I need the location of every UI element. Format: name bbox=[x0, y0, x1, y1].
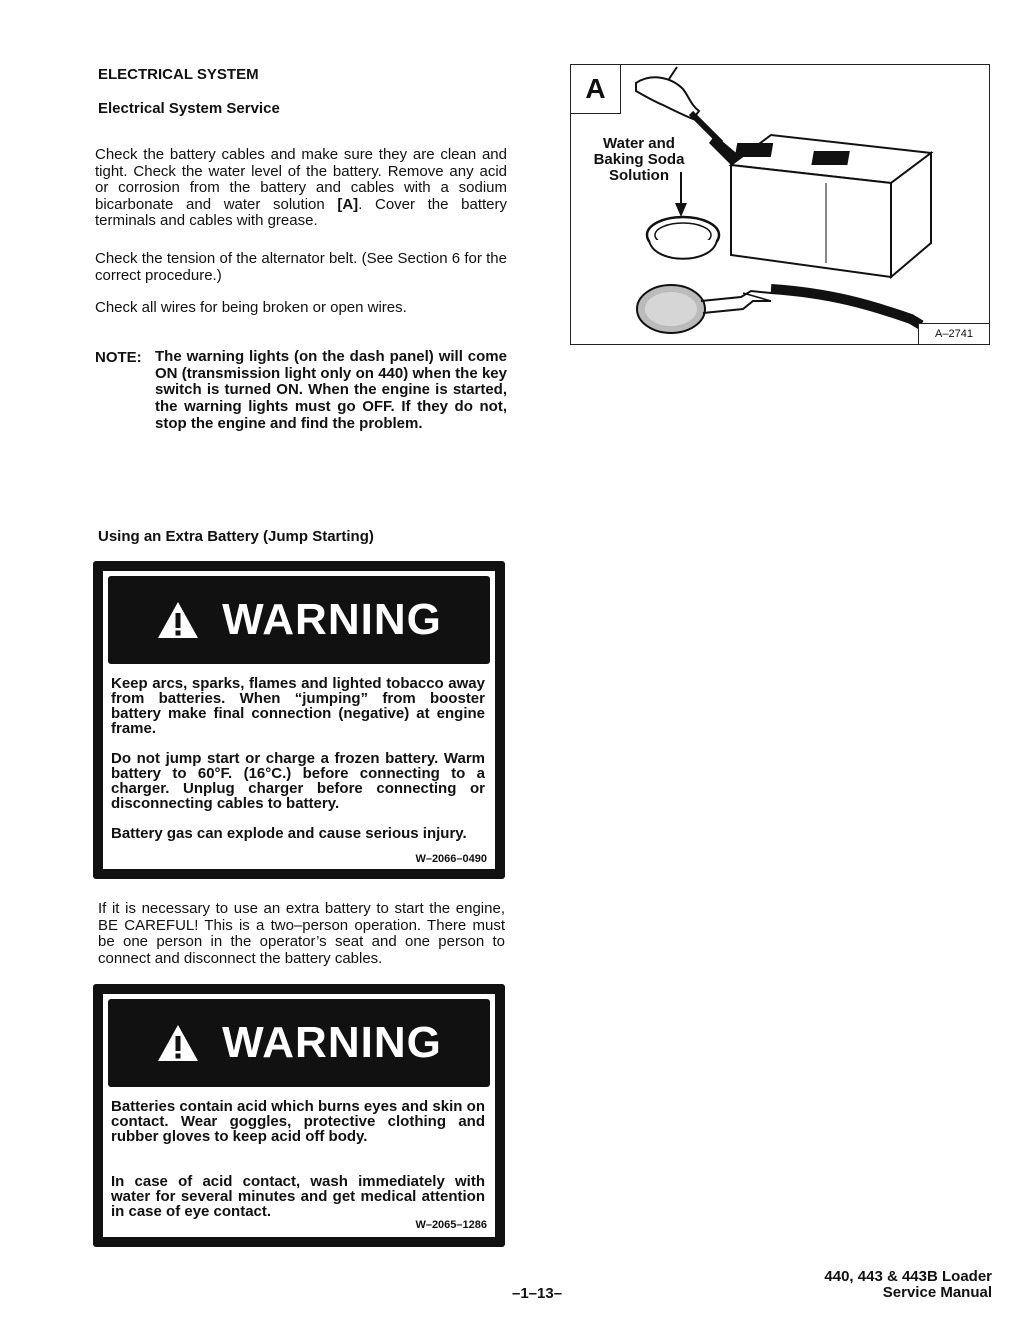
note-label: NOTE: bbox=[95, 349, 142, 366]
warning-header bbox=[108, 576, 490, 664]
manual-title-line: Service Manual bbox=[882, 1284, 992, 1301]
warning-triangle-icon bbox=[156, 600, 200, 640]
paragraph-battery-check bbox=[95, 147, 507, 230]
battery-illustration bbox=[571, 65, 991, 346]
warning-title: WARNING bbox=[222, 595, 442, 644]
warning-text-frozen: Do not jump start or charge a frozen battery. Warm battery to 60°F. (16°C.) before connecting to a charger. Unplug charger before connecting or disconnecting cables to battery. bbox=[111, 750, 485, 812]
warning-text-explode: Battery gas can explode and cause serious injury. bbox=[111, 825, 467, 842]
warning-box-acid bbox=[93, 984, 505, 1247]
note-text: The warning lights (on the dash panel) will come ON (transmission light only on 440) when the key switch is turned ON. When the engine is started, the warning lights must go OFF. If they do not, stop the engine and find the problem. bbox=[155, 348, 507, 432]
paragraph-battery-check-text: Check the battery cables and make sure they are clean and tight. Check the water level of the battery. Remove any acid or corrosion from the battery and cables with a sodium bicarbonate and water solution bbox=[95, 146, 507, 213]
manual-title bbox=[824, 1269, 992, 1301]
subsection-title-jump: Using an Extra Battery (Jump Starting) bbox=[98, 528, 374, 545]
warning-text-sparks: Keep arcs, sparks, flames and lighted tobacco away from batteries. When “jumping” from booster battery make final connection (negative) at engine frame. bbox=[111, 675, 485, 737]
warning-text-acid-contact: In case of acid contact, wash immediately with water for several minutes and get medical attention in case of eye contact. bbox=[111, 1173, 485, 1220]
warning-header bbox=[108, 999, 490, 1087]
warning-title: WARNING bbox=[222, 1018, 442, 1067]
warning-box-sparks bbox=[93, 561, 505, 879]
warning-panel bbox=[103, 994, 495, 1237]
figure-caption-line: Water and bbox=[603, 135, 675, 152]
figure-caption-line: Baking Soda bbox=[593, 151, 685, 168]
section-title: ELECTRICAL SYSTEM bbox=[98, 66, 259, 83]
warning-triangle-icon bbox=[156, 1023, 200, 1063]
warning-code: W–2065–1286 bbox=[415, 1219, 487, 1231]
warning-code: W–2066–0490 bbox=[415, 853, 487, 865]
paragraph-wires: Check all wires for being broken or open wires. bbox=[95, 299, 407, 316]
figure-reference: [A] bbox=[337, 195, 359, 213]
manual-title-line: 440, 443 & 443B Loader bbox=[824, 1268, 992, 1285]
figure-battery-cleaning bbox=[570, 64, 990, 345]
page-number: –1–13– bbox=[512, 1285, 563, 1302]
warning-panel bbox=[103, 571, 495, 869]
paragraph-alternator-belt: Check the tension of the alternator belt. (See Section 6 for the correct procedure.) bbox=[95, 250, 507, 284]
paragraph-jump-start: If it is necessary to use an extra battery to start the engine, BE CAREFUL! This is a two–person operation. There must be one person in the operator’s seat and one person to connect and disconnect the battery cables. bbox=[98, 900, 505, 967]
subsection-title-service: Electrical System Service bbox=[98, 100, 280, 117]
warning-text-acid: Batteries contain acid which burns eyes and skin on contact. Wear goggles, protective clothing and rubber gloves to keep acid off body. bbox=[111, 1098, 485, 1145]
figure-caption-line: Solution bbox=[609, 167, 669, 184]
figure-label: A bbox=[571, 65, 621, 114]
figure-code: A–2741 bbox=[918, 323, 989, 344]
paragraph-battery-check-text-end: . Cover the battery terminals and cables with grease. bbox=[95, 195, 507, 229]
